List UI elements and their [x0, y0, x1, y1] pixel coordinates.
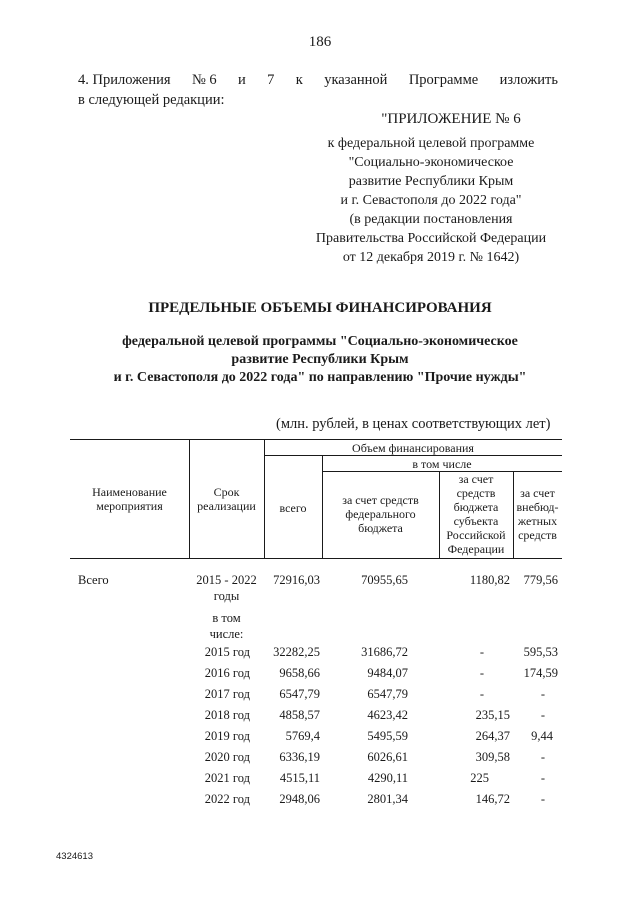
row-subject: 225 — [470, 771, 489, 785]
intro-word: Программе — [408, 72, 479, 88]
intro-paragraph — [78, 70, 558, 110]
row-extra: - — [540, 687, 545, 701]
appendix-line: к федеральной целевой программе — [327, 136, 535, 151]
intro-word: изложить — [499, 72, 558, 88]
row-subject: 235,15 — [475, 708, 510, 722]
appendix-heading: "ПРИЛОЖЕНИЕ № 6 — [381, 111, 521, 127]
total-row-extra: 779,56 — [523, 573, 558, 587]
subtitle-line: развитие Республики Крым — [231, 352, 409, 367]
row-period: 2020 год — [204, 750, 250, 764]
intro-word: к — [295, 72, 303, 88]
document-id: 4324613 — [56, 851, 93, 862]
row-total: 5769,4 — [285, 729, 320, 743]
total-row-subject: 1180,82 — [469, 573, 510, 587]
volume-header-rule — [264, 455, 562, 456]
intro-word: 4. Приложения — [78, 72, 171, 88]
header-including: в том числе — [412, 457, 472, 471]
intro-word: 7 — [267, 72, 275, 88]
units-note: (млн. рублей, в ценах соответствующих лет) — [276, 416, 551, 432]
table-row — [0, 665, 640, 681]
subtitle-line: и г. Севастополя до 2022 года" по направлению "Прочие нужды" — [113, 370, 527, 385]
header-period: Срок реализации — [197, 485, 256, 513]
row-period: 2018 год — [204, 708, 250, 722]
page-number: 186 — [308, 34, 332, 50]
col-divider — [264, 439, 265, 558]
document-title: ПРЕДЕЛЬНЫЕ ОБЪЕМЫ ФИНАНСИРОВАНИЯ — [148, 300, 492, 316]
row-federal: 4623,42 — [367, 708, 408, 722]
intro-line-1 — [78, 70, 558, 90]
table-row — [0, 791, 640, 807]
table-row — [0, 707, 640, 723]
row-total: 32282,25 — [273, 645, 320, 659]
total-row-name: Всего — [78, 573, 109, 587]
row-total: 4858,57 — [279, 708, 320, 722]
header-total: всего — [279, 501, 307, 515]
header-extra: за счет внебюд- жетных средств — [516, 486, 559, 542]
row-extra: 595,53 — [523, 645, 558, 659]
header-federal: за счет средств федерального бюджета — [342, 493, 419, 535]
appendix-line: от 12 декабря 2019 г. № 1642) — [342, 250, 520, 265]
row-total: 2948,06 — [279, 792, 320, 806]
row-federal: 6026,61 — [367, 750, 408, 764]
including-label: в том числе: — [209, 611, 244, 641]
row-extra: - — [540, 771, 545, 785]
header-name: Наименование мероприятия — [92, 485, 167, 513]
appendix-line: (в редакции постановления — [349, 212, 513, 227]
row-period: 2021 год — [204, 771, 250, 785]
total-row-period: 2015 - 2022 годы — [196, 573, 257, 603]
row-extra: - — [540, 792, 545, 806]
row-subject: - — [479, 645, 484, 659]
row-total: 6547,79 — [279, 687, 320, 701]
row-period: 2016 год — [204, 666, 250, 680]
table-row — [0, 728, 640, 744]
row-subject: 146,72 — [475, 792, 510, 806]
document-subtitle — [60, 333, 580, 387]
row-subject: 264,37 — [475, 729, 510, 743]
appendix-line: "Социально-экономическое — [348, 155, 514, 170]
total-row-total: 72916,03 — [273, 573, 320, 587]
intro-line-2: в следующей редакции: — [78, 92, 225, 108]
intro-word: и — [238, 72, 246, 88]
appendix-line: развитие Республики Крым — [348, 174, 514, 189]
row-federal: 31686,72 — [361, 645, 408, 659]
row-total: 9658,66 — [279, 666, 320, 680]
total-row-federal: 70955,65 — [361, 573, 408, 587]
row-federal: 4290,11 — [367, 771, 408, 785]
header-bottom-rule — [70, 558, 562, 559]
row-extra: 9,44 — [531, 729, 553, 743]
row-period: 2022 год — [204, 792, 250, 806]
header-subject: за счет средств бюджета субъекта Российской Федерации — [446, 472, 506, 556]
header-volume: Объем финансирования — [352, 441, 474, 455]
appendix-line: Правительства Российской Федерации — [315, 231, 547, 246]
row-subject: - — [479, 666, 484, 680]
row-extra: - — [540, 750, 545, 764]
row-period: 2017 год — [204, 687, 250, 701]
row-extra: 174,59 — [523, 666, 558, 680]
row-federal: 2801,34 — [367, 792, 408, 806]
appendix-line: и г. Севастополя до 2022 года" — [340, 193, 522, 208]
row-subject: - — [479, 687, 484, 701]
table-row — [0, 770, 640, 786]
row-total: 4515,11 — [279, 771, 320, 785]
row-period: 2015 год — [204, 645, 250, 659]
intro-word: № 6 — [191, 72, 217, 88]
intro-word: указанной — [324, 72, 388, 88]
row-federal: 5495,59 — [367, 729, 408, 743]
row-total: 6336,19 — [279, 750, 320, 764]
appendix-block — [300, 110, 562, 267]
table-row — [0, 686, 640, 702]
subtitle-line: федеральной целевой программы "Социально-экономическое — [122, 334, 518, 349]
table-row — [0, 644, 640, 660]
table-top-rule — [70, 439, 562, 440]
row-federal: 9484,07 — [367, 666, 408, 680]
table-row — [0, 749, 640, 765]
row-subject: 309,58 — [475, 750, 510, 764]
row-federal: 6547,79 — [367, 687, 408, 701]
row-period: 2019 год — [204, 729, 250, 743]
row-extra: - — [540, 708, 545, 722]
